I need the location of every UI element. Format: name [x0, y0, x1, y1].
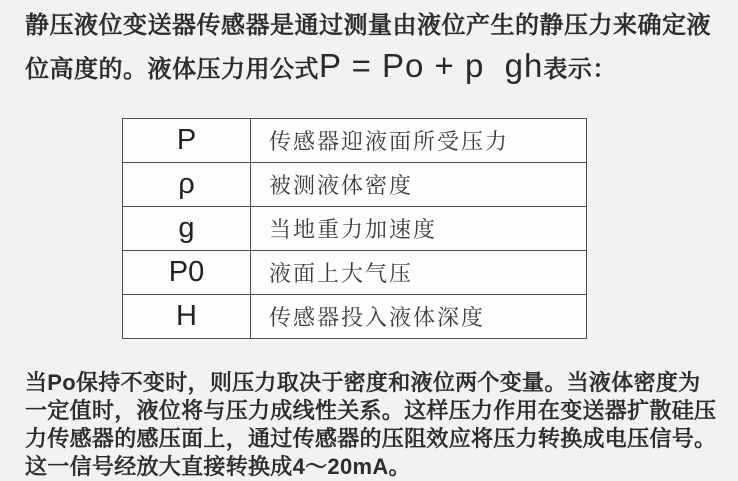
intro-text-before-formula: 静压液位变送器传感器是通过测量由液位产生的静压力来确定液位高度的。液体压力用公式 — [25, 12, 711, 83]
pressure-formula: P = Po + p gh — [319, 47, 544, 84]
symbol-cell: ρ — [123, 163, 251, 207]
table-row — [123, 163, 587, 207]
variable-definition-table — [122, 118, 587, 339]
symbol-cell: g — [123, 207, 251, 251]
variable-table-body — [123, 119, 587, 339]
table-row — [123, 119, 587, 163]
intro-paragraph — [0, 0, 738, 90]
symbol-cell: H — [123, 295, 251, 339]
intro-text-after-formula: 表示： — [543, 56, 617, 83]
description-cell: 液面上大气压 — [251, 251, 587, 295]
explanation-line: 这一信号经放大直接转换成4～20mA。 — [25, 454, 411, 479]
explanation-paragraph — [0, 339, 738, 481]
description-cell: 传感器迎液面所受压力 — [251, 119, 587, 163]
symbol-cell: P0 — [123, 251, 251, 295]
explanation-line: 一定值时，液位将与压力成线性关系。这样压力作用在变送器扩散硅压 — [25, 398, 717, 423]
explanation-line: 当Po保持不变时，则压力取决于密度和液位两个变量。当液体密度为 — [25, 370, 701, 395]
description-cell: 传感器投入液体深度 — [251, 295, 587, 339]
table-row — [123, 207, 587, 251]
symbol-cell: P — [123, 119, 251, 163]
explanation-line: 力传感器的感压面上，通过传感器的压阻效应将压力转换成电压信号。 — [25, 426, 717, 451]
table-row — [123, 295, 587, 339]
description-cell: 当地重力加速度 — [251, 207, 587, 251]
description-cell: 被测液体密度 — [251, 163, 587, 207]
table-row — [123, 251, 587, 295]
